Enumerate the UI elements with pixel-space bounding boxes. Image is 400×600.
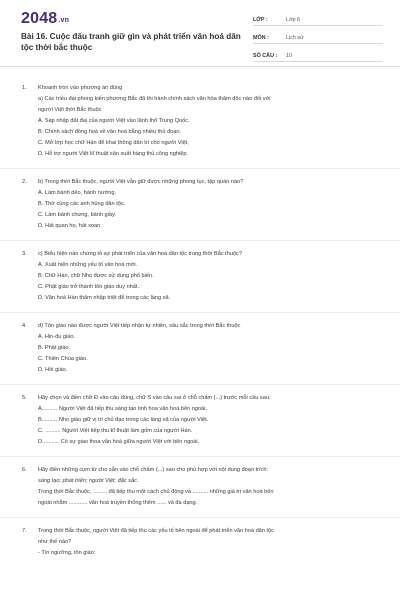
meta-value: Lịch sử [286, 35, 304, 41]
answer-option[interactable]: C. Phật giáo trở thành tôn giáo duy nhất. [38, 284, 140, 290]
meta-value: Lớp 6 [286, 17, 301, 23]
question-7 [0, 526, 400, 559]
question-line: Hãy chọn và điền chữ Đ vào câu đúng, chữ S vào câu sai ở chỗ chấm (...) trước mỗi câu sau: [38, 395, 271, 401]
answer-option[interactable]: D. Hát quan họ, hát xoan [38, 223, 101, 229]
question-line: người Việt thời Bắc thuộc [38, 107, 102, 113]
question-line: như thế nào? [38, 539, 72, 545]
answer-prompt[interactable]: - Tín ngưỡng, tôn giáo: [38, 550, 96, 556]
fill-in-statement[interactable]: A.......... Người Việt đã tiếp thu sáng tạo tinh hoa văn hoá bên ngoài. [38, 406, 208, 412]
answer-option[interactable]: A. Xuất hiện những yếu tố văn hoá mới. [38, 262, 138, 268]
question-line: b) Trong thời Bắc thuộc, người Việt vẫn giữ được những phong tục, tập quán nào? [38, 179, 244, 185]
question-line: a) Các triều đại phong kiến phương Bắc đã thi hành chính sách văn hóa thâm độc nào đối với [38, 96, 271, 102]
meta-row-count [253, 47, 383, 62]
question-1 [0, 83, 400, 160]
question-line: Hãy điền những cụm từ cho sẵn vào chỗ chấm (...) sao cho phù hợp với nội dung đoạn trích: [38, 467, 269, 473]
question-number: 3. [22, 251, 27, 257]
fill-in-statement[interactable]: B.......... Nho giáo giữ vị trí chủ đạo trong các làng xã của người Việt. [38, 417, 209, 423]
meta-row-class [253, 11, 383, 26]
question-divider [0, 168, 400, 169]
answer-option[interactable]: B. Phật giáo. [38, 345, 71, 351]
question-number: 4. [22, 323, 27, 329]
question-divider [0, 240, 400, 241]
logo-sub: .vn [58, 17, 70, 24]
lesson-title: Bài 16. Cuộc đấu tranh giữ gìn và phát triển văn hoá dân tộc thời bắc thuộc [21, 32, 241, 52]
word-bank: sáng tạo; phát triển; người Việt; đặc sắc. [38, 478, 139, 484]
spacer [0, 74, 400, 75]
question-divider [0, 517, 400, 518]
question-number: 5. [22, 395, 27, 401]
answer-option[interactable]: C. Làm bánh chưng, bánh giầy. [38, 212, 116, 218]
question-line: d) Tôn giáo nào được người Việt tiếp nhận tự nhiên, sâu sắc trong thời Bắc thuộc [38, 323, 241, 329]
question-6 [0, 465, 400, 509]
meta-table [253, 11, 383, 65]
answer-option[interactable]: D. Hồi giáo. [38, 367, 68, 373]
question-number: 1. [22, 85, 27, 91]
question-line: c) Biểu hiện nào chứng tỏ sự phát triển của văn hoá dân tộc trong thời Bắc thuộc? [38, 251, 242, 257]
site-logo[interactable] [21, 10, 69, 28]
question-number: 2. [22, 179, 27, 185]
question-5 [0, 393, 400, 448]
question-line: Trong thời Bắc thuộc, người Việt đã tiếp thu các yếu tố bên ngoài để phát triển văn hoá dân tộc [38, 528, 274, 534]
answer-option[interactable]: B. Chữ Hán, chữ Nho được sử dụng phổ biến. [38, 273, 154, 279]
answer-option[interactable]: D. Văn hoá Hán thâm nhập triệt để trong các làng xã. [38, 295, 171, 301]
answer-option[interactable]: A. Làm bánh dẻo, bánh nướng. [38, 190, 117, 196]
fill-in-passage[interactable]: Trong thời Bắc thuộc, ......... đã tiếp thu một cách chủ động và .......... những giá trị văn hoá bên [38, 489, 274, 495]
question-divider [0, 384, 400, 385]
header-divider [0, 66, 400, 67]
answer-option[interactable]: B. Chính sách đồng hoá về văn hoá bằng nhiều thủ đoạn. [38, 129, 182, 135]
meta-key: MÔN : [253, 35, 269, 41]
answer-option[interactable]: C. Mở lớp học chữ Hán để khai thông dân trí cho người Việt, [38, 140, 189, 146]
question-line: Khoanh tròn vào phương án đúng [38, 85, 123, 91]
question-divider [0, 456, 400, 457]
meta-row-subject [253, 29, 383, 44]
meta-key: SỐ CÂU : [253, 53, 278, 59]
question-divider [0, 312, 400, 313]
question-2 [0, 177, 400, 232]
answer-option[interactable]: A. Hin-đu giáo. [38, 334, 76, 340]
answer-option[interactable]: C. Thiên Chúa giáo. [38, 356, 88, 362]
fill-in-statement[interactable]: C. .......... Người Việt tiếp thu kĩ thuật làm gốm của người Hán. [38, 428, 193, 434]
question-list [0, 68, 400, 559]
meta-value: 10 [286, 53, 292, 59]
answer-option[interactable]: B. Thờ cúng các anh hùng dân tộc. [38, 201, 126, 207]
answer-option[interactable]: A. Sáp nhập đất đai của người Việt vào lãnh thổ Trung Quốc. [38, 118, 190, 124]
question-number: 7. [22, 528, 27, 534]
question-number: 6. [22, 467, 27, 473]
worksheet-header [0, 0, 400, 66]
question-4 [0, 321, 400, 376]
fill-in-passage[interactable]: ngoài nhằm ............ văn hoá truyền thống thêm ...... và đa dạng. [38, 500, 198, 506]
answer-option[interactable]: D. Hỗ trợ người Việt kĩ thuật sản xuất hàng thủ công nghiệp. [38, 151, 188, 157]
fill-in-statement[interactable]: D........... Có sự giao thoa văn hoá giữa người Việt với bên ngoài. [38, 439, 200, 445]
meta-key: LỚP : [253, 17, 268, 23]
logo-main: 2048 [21, 10, 58, 27]
question-3 [0, 249, 400, 304]
